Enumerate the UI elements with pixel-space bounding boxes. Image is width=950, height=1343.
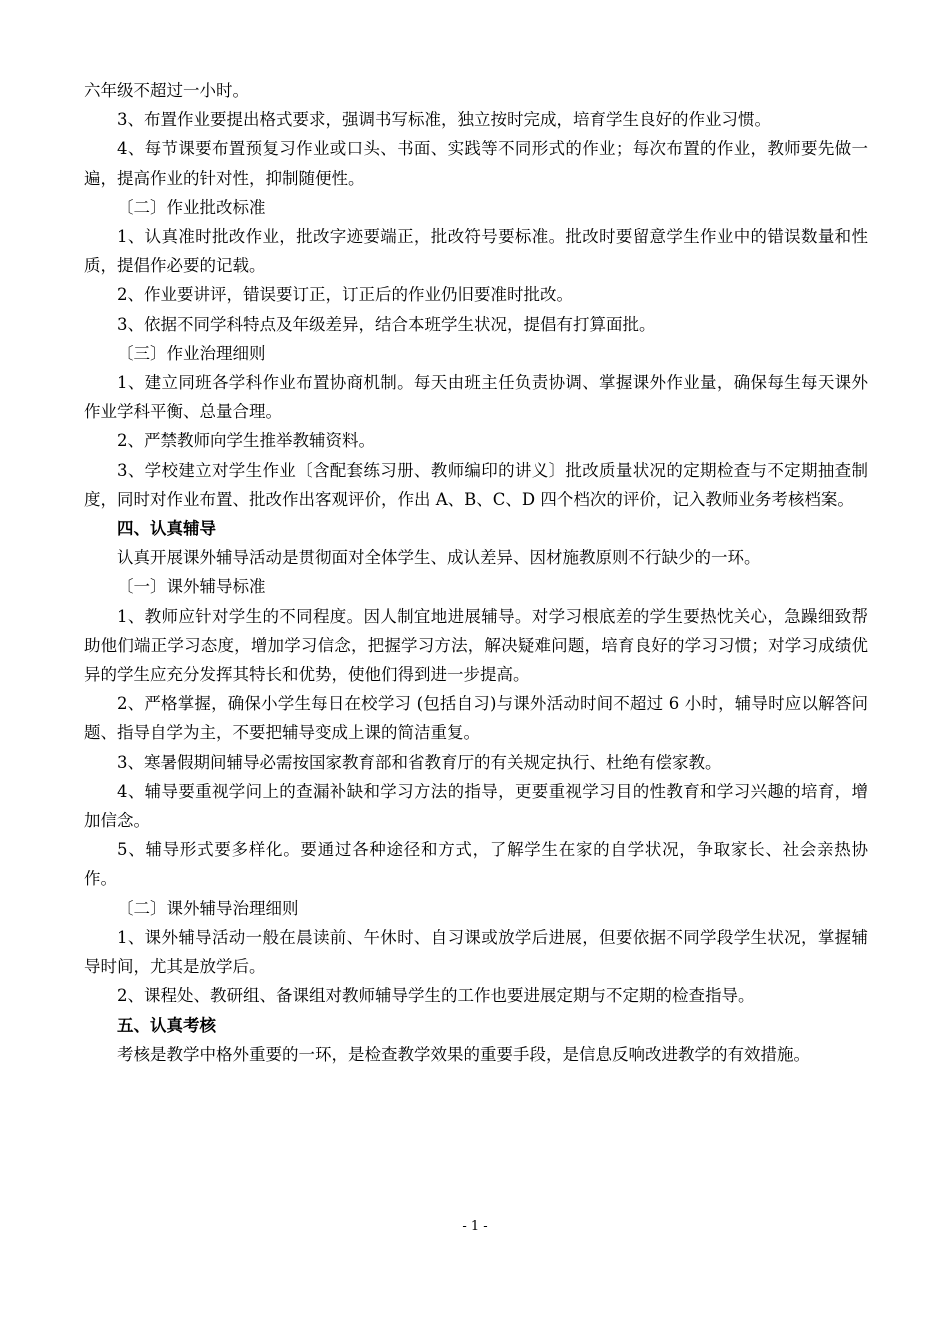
subsection-heading: 〔三〕作业治理细则: [117, 343, 266, 363]
paragraph: 1、认真准时批改作业，批改字迹要端正，批改符号要标准。批改时要留意学生作业中的错误数量和性质，提倡作必要的记载。: [84, 227, 868, 276]
document-body: [84, 76, 868, 1069]
section-heading: 五、认真考核: [117, 1015, 216, 1035]
paragraph: 3、依据不同学科特点及年级差异，结合本班学生状况，提倡有打算面批。: [117, 314, 656, 334]
paragraph: 4、每节课要布置预复习作业或口头、书面、实践等不同形式的作业；每次布置的作业，教师要先做一遍，提高作业的针对性，抑制随便性。: [84, 139, 868, 188]
subsection-heading: 〔二〕作业批改标准: [117, 197, 266, 217]
paragraph: 3、布置作业要提出格式要求，强调书写标准，独立按时完成，培育学生良好的作业习惯。: [117, 110, 771, 130]
paragraph: 1、教师应针对学生的不同程度。因人制宜地进展辅导。对学习根底差的学生要热忱关心，急躁细致帮助他们端正学习态度，增加学习信念，把握学习方法，解决疑难问题，培育良好的学习习惯；对学习成绩优异的学生应充分发挥其特长和优势，使他们得到进一步提高。: [84, 606, 868, 685]
page-number: - 1 -: [462, 1219, 488, 1234]
paragraph: 3、寒暑假期间辅导必需按国家教育部和省教育厅的有关规定执行、杜绝有偿家教。: [117, 752, 722, 772]
paragraph: 2、严禁教师向学生推举教辅资料。: [117, 431, 375, 451]
paragraph: 2、作业要讲评，错误要订正，订正后的作业仍旧要准时批改。: [117, 285, 573, 305]
paragraph: 1、建立同班各学科作业布置协商机制。每天由班主任负责协调、掌握课外作业量，确保每生每天课外作业学科平衡、总量合理。: [84, 373, 868, 422]
paragraph: 考核是教学中格外重要的一环，是检查教学效果的重要手段，是信息反响改进教学的有效措施。: [117, 1044, 810, 1064]
paragraph: 认真开展课外辅导活动是贯彻面对全体学生、成认差异、因材施教原则不行缺少的一环。: [117, 548, 761, 568]
subsection-heading: 〔二〕课外辅导治理细则: [117, 898, 299, 918]
paragraph: 4、辅导要重视学问上的查漏补缺和学习方法的指导，更要重视学习目的性教育和学习兴趣的培育，增加信念。: [84, 781, 868, 831]
paragraph: 2、课程处、教研组、备课组对教师辅导学生的工作也要进展定期与不定期的检查指导。: [117, 986, 755, 1006]
paragraph: 2、严格掌握，确保小学生每日在校学习 (包括自习)与课外活动时间不超过 6 小时，辅导时应以解答问题、指导自学为主，不要把辅导变成上课的简洁重复。: [84, 694, 868, 743]
paragraph: 六年级不超过一小时。: [84, 81, 249, 100]
paragraph: 5、辅导形式要多样化。要通过各种途径和方式，了解学生在家的自学状况，争取家长、社会亲热协作。: [84, 840, 868, 889]
paragraph: 1、课外辅导活动一般在晨读前、午休时、自习课或放学后进展，但要依据不同学段学生状况，掌握辅导时间，尤其是放学后。: [84, 927, 868, 977]
paragraph: 3、学校建立对学生作业〔含配套练习册、教师编印的讲义〕批改质量状况的定期检查与不定期抽查制度，同时对作业布置、批改作出客观评价，作出 A、B、C、D 四个档次的评价，记入教师业务考核档案。: [84, 460, 868, 509]
section-heading: 四、认真辅导: [117, 519, 216, 539]
subsection-heading: 〔一〕课外辅导标准: [117, 577, 266, 597]
